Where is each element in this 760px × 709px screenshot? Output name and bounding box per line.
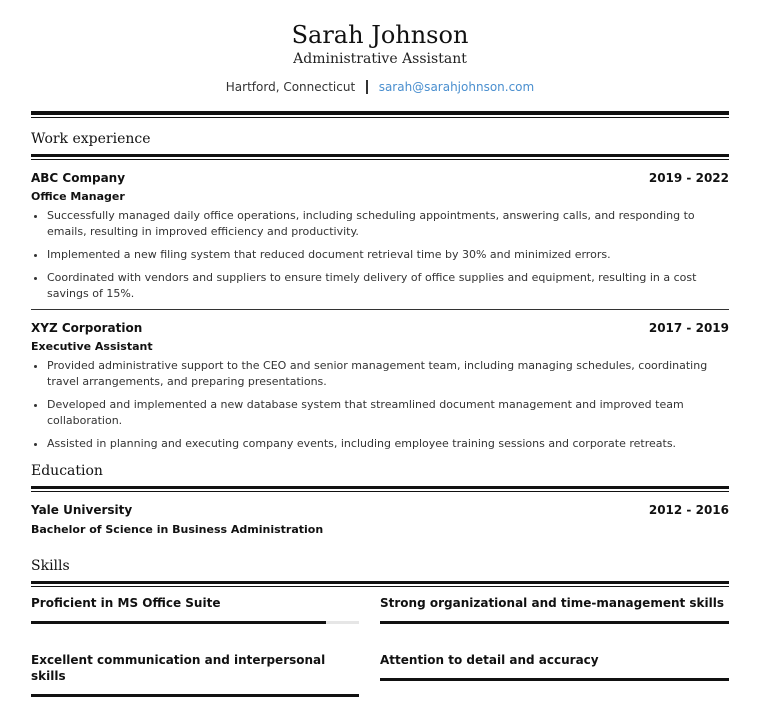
education-dates: 2012 - 2016	[648, 503, 729, 517]
section-rule	[31, 154, 729, 157]
section-rule-thin	[31, 159, 729, 160]
skill-level-fill	[31, 621, 326, 624]
job-title: Office Manager	[31, 190, 125, 203]
skill-level-fill	[380, 621, 729, 624]
skill-label: Proficient in MS Office Suite	[31, 596, 221, 610]
skill-level-fill	[31, 694, 359, 697]
skill-item	[380, 595, 729, 652]
bullet-item: • Coordinated with vendors and suppliers to ensure timely delivery of office supplies and equipment, resulting in a cost savings of 15%.	[47, 270, 729, 302]
skill-level-bar	[31, 621, 359, 624]
candidate-name: Sarah Johnson	[291, 21, 469, 49]
company-name: ABC Company	[31, 171, 126, 185]
job-title: Executive Assistant	[31, 340, 153, 353]
section-rule-thin	[31, 491, 729, 492]
job-dates: 2017 - 2019	[648, 321, 729, 335]
bullet-item: • Provided administrative support to the CEO and senior management team, including managing schedules, coordinating travel arrangements, and preparing presentations.	[47, 358, 729, 390]
skills-grid	[31, 595, 729, 709]
header-rule-thin	[31, 117, 729, 118]
job-bullets	[31, 208, 729, 302]
job-dates: 2019 - 2022	[648, 171, 729, 185]
section-title-education: Education	[31, 463, 103, 479]
candidate-role: Administrative Assistant	[293, 51, 467, 67]
skill-label: Excellent communication and interpersonal skills	[31, 653, 326, 683]
location: Hartford, Connecticut	[225, 80, 356, 94]
bullet-item: • Developed and implemented a new database system that streamlined document management and improved team collaboration.	[47, 397, 729, 429]
skill-level-bar	[380, 621, 729, 624]
job-header	[31, 170, 729, 186]
skill-level-bar	[380, 678, 729, 681]
resume-page	[31, 0, 729, 709]
education-entry	[31, 502, 729, 537]
section-title-work: Work experience	[31, 131, 151, 147]
job-bullets	[31, 358, 729, 452]
degree: Bachelor of Science in Business Administration	[31, 523, 324, 536]
school-name: Yale University	[31, 503, 133, 517]
skill-item	[31, 595, 359, 652]
job-header	[31, 320, 729, 336]
bullet-item: • Successfully managed daily office operations, including scheduling appointments, answering calls, and responding to emails, resulting in improved efficiency and productivity.	[47, 208, 729, 240]
job-divider	[31, 309, 729, 310]
skill-level-fill	[380, 678, 729, 681]
skill-label: Strong organizational and time-management skills	[380, 596, 725, 610]
job-entry	[31, 170, 729, 302]
skill-item	[380, 652, 729, 709]
bullet-item: • Implemented a new filing system that reduced document retrieval time by 30% and minimized errors.	[47, 247, 729, 263]
skill-item	[31, 652, 359, 709]
section-rule-thin	[31, 586, 729, 587]
company-name: XYZ Corporation	[31, 321, 143, 335]
education-header	[31, 502, 729, 518]
header-rule	[31, 111, 729, 115]
section-title-skills: Skills	[31, 558, 70, 574]
bullet-item: • Assisted in planning and executing company events, including employee training sessions and corporate retreats.	[47, 436, 729, 452]
section-rule	[31, 486, 729, 489]
skill-label: Attention to detail and accuracy	[380, 653, 599, 667]
resume-header	[31, 0, 729, 95]
job-entry	[31, 320, 729, 452]
skill-level-bar	[31, 694, 359, 697]
section-rule	[31, 581, 729, 584]
email-link[interactable]: sarah@sarahjohnson.com	[378, 80, 535, 94]
contact-divider	[366, 80, 368, 94]
contact-line	[31, 79, 729, 95]
